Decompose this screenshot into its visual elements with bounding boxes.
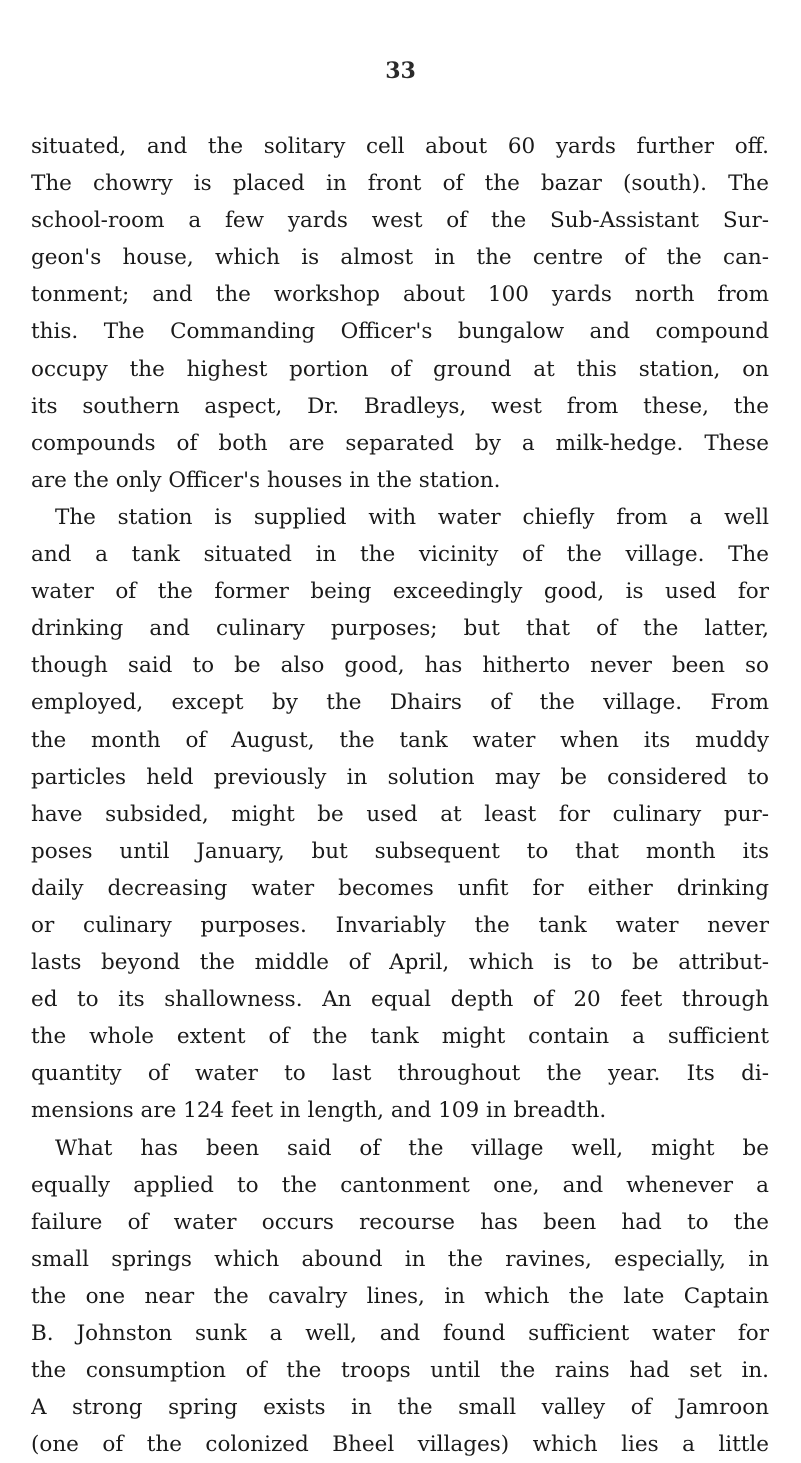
text-line: the whole extent of the tank might contain a sufficient [31,1024,769,1050]
text-line: (one of the colonized Bheel villages) which lies a little [31,1432,769,1458]
text-line: the one near the cavalry lines, in which the late Captain [31,1283,769,1309]
text-line: geon's house, which is almost in the centre of the can- [31,245,769,271]
body-text [31,128,769,1463]
text-line: the month of August, the tank water when its muddy [31,727,769,753]
text-line: water of the former being exceedingly good, is used for [31,579,769,605]
text-line: small springs which abound in the ravines, especially, in [31,1246,769,1272]
text-line: this. The Commanding Officer's bungalow and compound [31,319,769,345]
text-line: compounds of both are separated by a milk-hedge. These [31,430,769,456]
text-line: tonment; and the workshop about 100 yards north from [31,282,769,308]
text-line: The chowry is placed in front of the bazar (south). The [31,171,769,197]
text-line: occupy the highest portion of ground at this station, on [31,356,769,382]
text-line: daily decreasing water becomes unfit for either drinking [31,875,769,901]
text-line: situated, and the solitary cell about 60 yards further off. [31,134,769,159]
text-line: drinking and culinary purposes; but that of the latter, [31,616,769,642]
text-line: equally applied to the cantonment one, and whenever a [31,1172,769,1198]
text-line: poses until January, but subsequent to that month its [31,838,769,864]
text-line: the consumption of the troops until the rains had set in. [31,1358,769,1384]
page-number: 33 [385,58,416,84]
text-line: lasts beyond the middle of April, which is to be attribut- [31,950,769,976]
text-line: failure of water occurs recourse has been had to the [31,1209,769,1235]
text-line: The station is supplied with water chiefly from a well [55,504,769,530]
text-line: or culinary purposes. Invariably the tank water never [31,912,769,938]
text-line: What has been said of the village well, might be [55,1135,769,1161]
text-line: employed, except by the Dhairs of the village. From [31,690,769,716]
text-line: A strong spring exists in the small valley of Jamroon [31,1395,769,1421]
text-line: school-room a few yards west of the Sub-Assistant Sur- [31,208,769,234]
text-line: and a tank situated in the vicinity of the village. The [31,542,769,568]
text-line: though said to be also good, has hitherto never been so [31,653,769,679]
text-line: are the only Officer's houses in the station. [31,467,501,493]
text-line: mensions are 124 feet in length, and 109 in breadth. [31,1098,607,1124]
text-line: have subsided, might be used at least for culinary pur- [31,801,769,827]
text-line: B. Johnston sunk a well, and found sufficient water for [31,1321,769,1346]
text-line: ed to its shallowness. An equal depth of 20 feet through [31,987,769,1013]
text-line: quantity of water to last throughout the year. Its di- [31,1061,769,1087]
text-line: particles held previously in solution may be considered to [31,764,769,790]
text-line: its southern aspect, Dr. Bradleys, west from these, the [31,393,769,419]
